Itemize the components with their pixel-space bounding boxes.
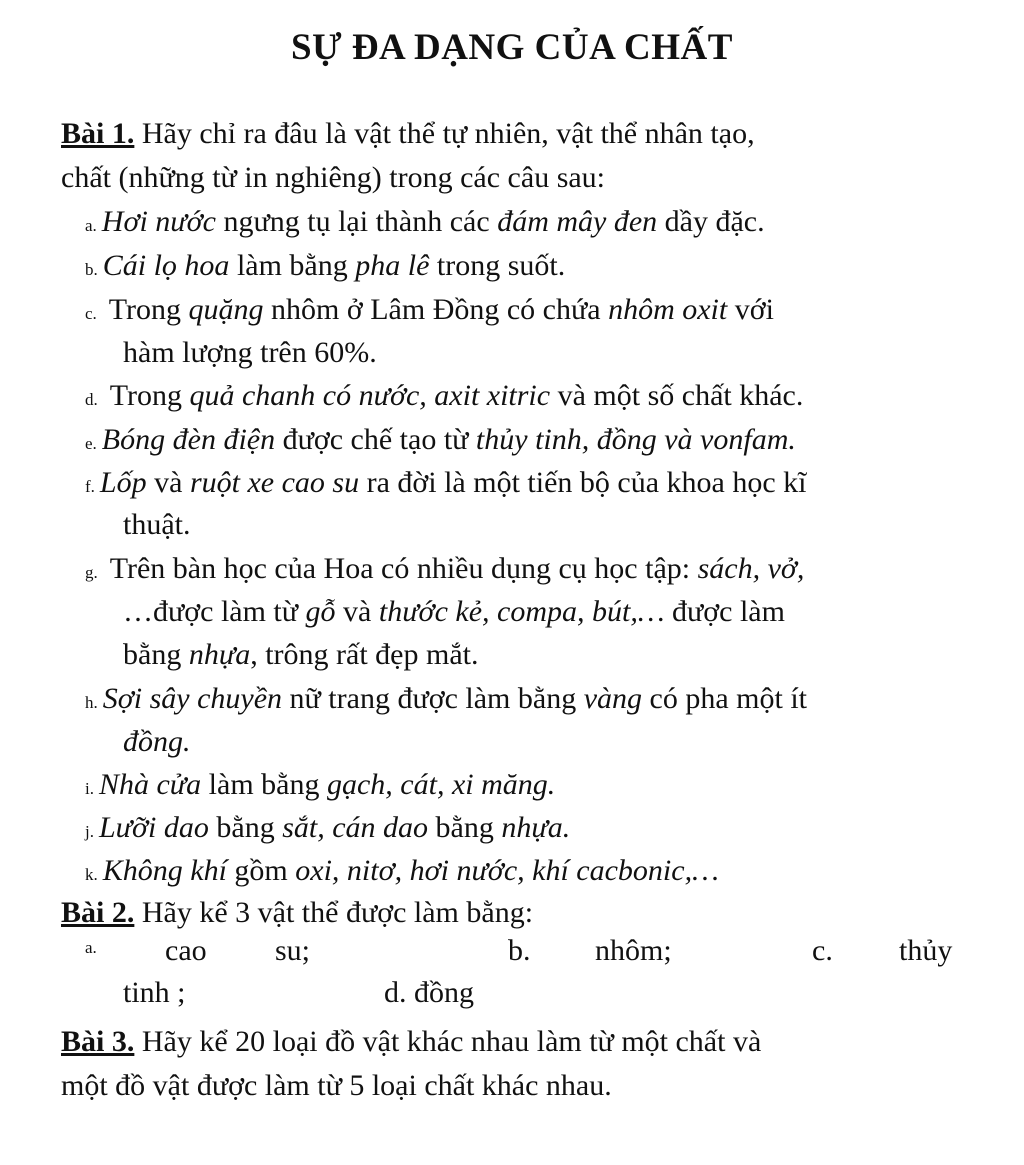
exercise-1-prompt [61,112,963,156]
exercise-1-line1: Hãy chỉ ra đâu là vật thể tự nhiên, vật thể nhân tạo, [134,117,755,150]
item-h: h. Sợi sây chuyền nữ trang được làm bằng vàng có pha một ít [85,682,807,715]
option-d: d. đồng [384,976,474,1009]
item-e: e. Bóng đèn điện được chế tạo từ thủy tinh, đồng và vonfam. [85,423,796,456]
option-c-label: c. [812,934,833,967]
item-c-continued: hàm lượng trên 60%. [123,336,377,369]
item-k: k. Không khí gồm oxi, nitơ, hơi nước, khí cacbonic,… [85,854,719,887]
exercise-3-label: Bài 3. [61,1025,135,1058]
item-g: g. Trên bàn học của Hoa có nhiều dụng cụ học tập: sách, vở, [85,552,805,585]
exercise-2-label: Bài 2. [61,896,135,929]
option-a-label: a. [85,938,97,957]
option-a-word2: su; [275,934,311,967]
item-j: j. Lưỡi dao bằng sắt, cán dao bằng nhựa. [85,811,571,844]
item-c: c. Trong quặng nhôm ở Lâm Đồng có chứa nhôm oxit với [85,293,774,326]
exercise-2-prompt: Bài 2. Hãy kể 3 vật thể được làm bằng: [61,896,534,929]
item-d: d. Trong quả chanh có nước, axit xitric và một số chất khác. [85,379,804,412]
item-g-continued-2: bằng nhựa, trông rất đẹp mắt. [123,638,479,671]
exercise-3-prompt: Bài 3. Hãy kể 20 loại đồ vật khác nhau làm từ một chất và [61,1025,762,1058]
exercise-3-line2: một đồ vật được làm từ 5 loại chất khác nhau. [61,1069,612,1102]
item-a: a. Hơi nước ngưng tụ lại thành các đám mây đen dầy đặc. [85,205,765,238]
option-a-word1: cao [165,934,207,967]
option-c-continued: tinh ; [123,976,186,1009]
item-f: f. Lốp và ruột xe cao su ra đời là một tiến bộ của khoa học kĩ [85,466,807,499]
item-b: b. Cái lọ hoa làm bằng pha lê trong suốt. [85,249,566,282]
option-b-text: nhôm; [595,934,672,967]
exercise-1-line2: chất (những từ in nghiêng) trong các câu sau: [61,161,606,194]
exercise-2-options-row-2 [85,976,963,1020]
page-title: SỰ ĐA DẠNG CỦA CHẤT [291,27,733,68]
item-h-continued: đồng. [123,725,191,758]
item-f-continued: thuật. [123,508,191,541]
item-i: i. Nhà cửa làm bằng gạch, cát, xi măng. [85,768,556,801]
option-c-text: thủy [899,934,953,967]
exercise-2-options-row [85,934,963,978]
item-g-continued-1: …được làm từ gỗ và thước kẻ, compa, bút,… được làm [123,595,785,628]
option-b-label: b. [508,934,531,967]
exercise-1-label: Bài 1. [61,117,135,150]
